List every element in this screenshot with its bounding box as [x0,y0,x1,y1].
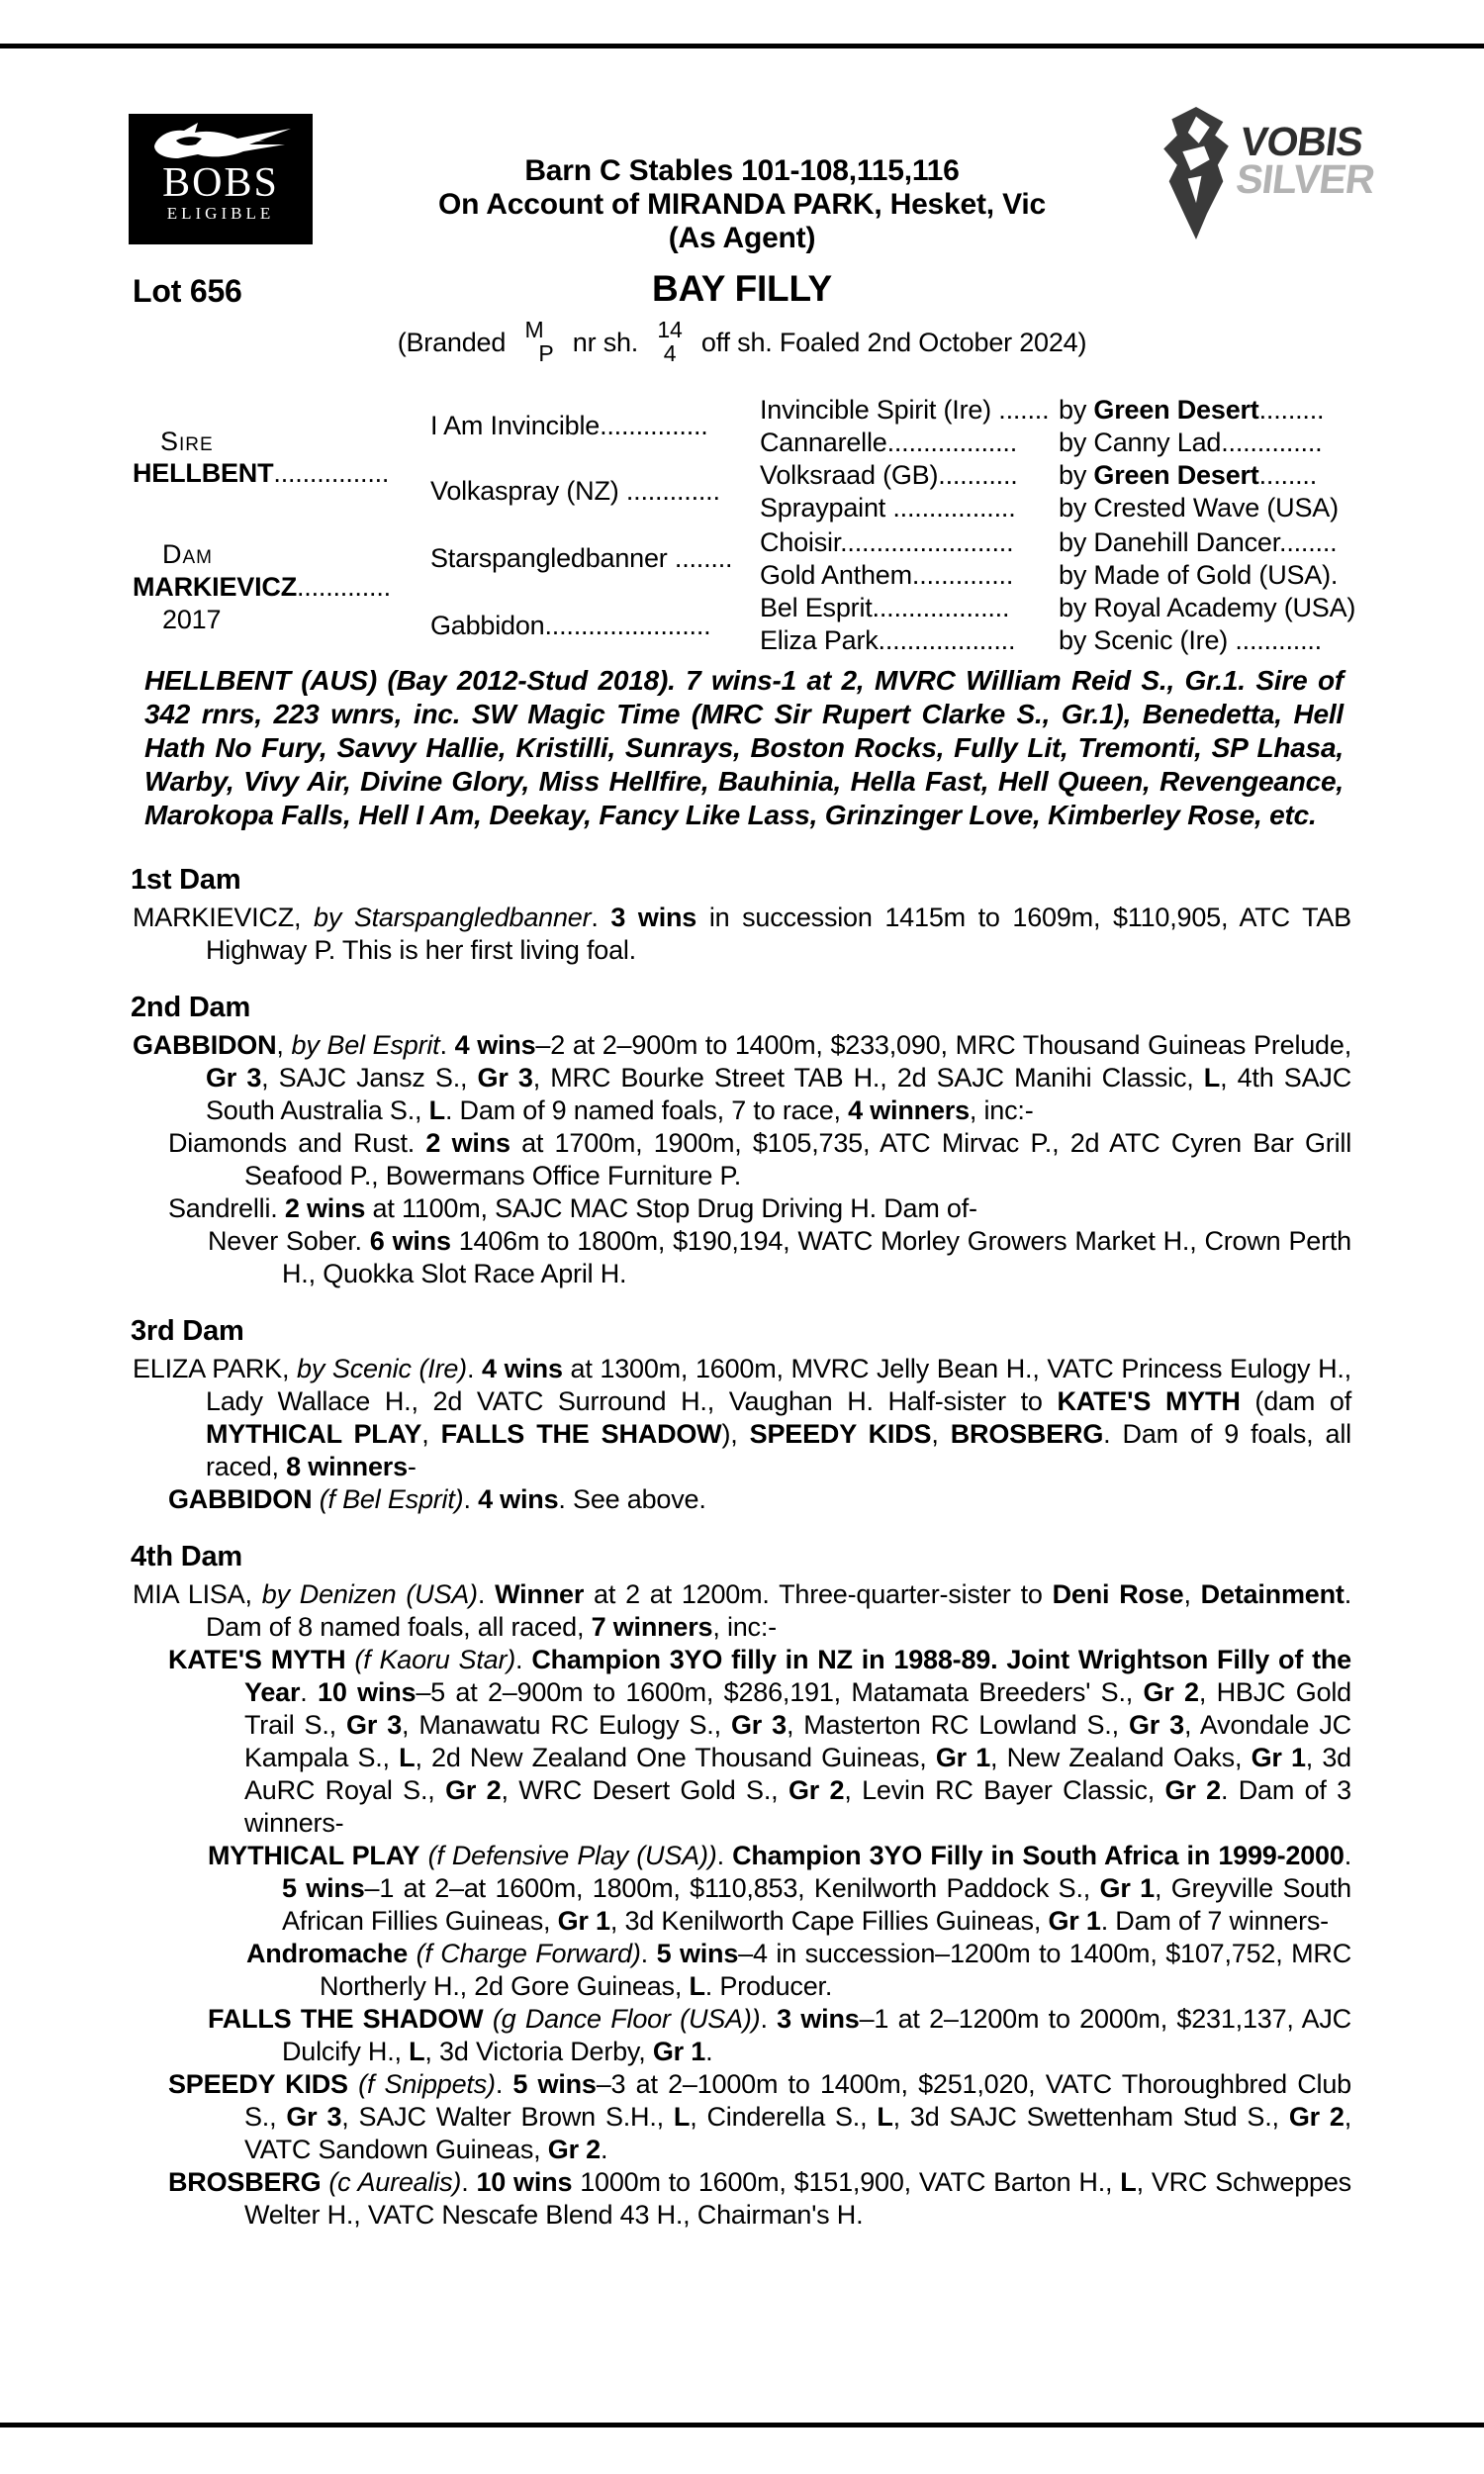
pedigree-entry: FALLS THE SHADOW (g Dance Floor (USA)). 3 wins–1 at 2–1200m to 2000m, $231,137, AJC Dulcify H., L, 3d Victoria Derby, Gr 1. [208,2004,1351,2066]
nearside-brand-bottom: P [538,340,554,366]
offside-brand-number [657,318,682,365]
brand-line [0,317,1484,368]
pedigree-entry: MIA LISA, by Denizen (USA). Winner at 2 at 1200m. Three-quarter-sister to Deni Rose, Detainment. Dam of 8 named foals, all raced, 7 winners, inc:- [133,1579,1351,1642]
gen3-name-2: Cannarelle.................. [760,428,1018,457]
bottom-rule [0,2423,1484,2427]
gen3-name-6: Gold Anthem.............. [760,560,1014,590]
pedigree-entry: KATE'S MYTH (f Kaoru Star). Champion 3YO filly in NZ in 1988-89. Joint Wrightson Filly of the Year. 10 wins–5 at 2–900m to 1600m, $286,191, Matamata Breeders' S., Gr 2, HBJC Gold Trail S., Gr 3, Manawatu RC Eulogy S., Gr 3, Masterton RC Lowland S., Gr 3, Avondale JC Kampala S., L, 2d New Zealand One Thousand Guineas, Gr 1, New Zealand Oaks, Gr 1, 3d AuRC Royal S., Gr 2, WRC Desert Gold S., Gr 2, Levin RC Bayer Classic, Gr 2. Dam of 3 winners- [168,1645,1352,1838]
account-line: On Account of MIRANDA PARK, Hesket, Vic [438,188,1046,221]
brand-suffix: off sh. Foaled 2nd October 2024) [700,328,1087,358]
dam-heading-2: 2nd Dam [131,992,251,1023]
granddam-dam-side: Gabbidon....................... [430,611,711,640]
pedigree-entry: GABBIDON (f Bel Esprit). 4 wins. See above. [168,1484,706,1514]
gen3-by-8: by Scenic (Ire) ............ [1059,625,1322,655]
vobis-horse-icon [1156,105,1237,241]
offside-number-bottom: 4 [663,340,677,366]
pedigree-entry: ELIZA PARK, by Scenic (Ire). 4 wins at 1300m, 1600m, MVRC Jelly Bean H., VATC Princess Eulogy H., Lady Wallace H., 2d VATC Surround H., Vaughan H. Half-sister to KATE'S MYTH (dam of MYTHICAL PLAY, FALLS THE SHADOW), SPEEDY KIDS, BROSBERG. Dam of 9 foals, all raced, 8 winners- [133,1354,1351,1481]
bobs-logo [129,114,313,244]
gen3-by-2: by Canny Lad.............. [1059,428,1323,457]
pedigree-entry: GABBIDON, by Bel Esprit. 4 wins–2 at 2–900m to 1400m, $233,090, MRC Thousand Guineas Prelude, Gr 3, SAJC Jansz S., Gr 3, MRC Bourke Street TAB H., 2d SAJC Manihi Classic, L, 4th SAJC South Australia S., L. Dam of 9 named foals, 7 to race, 4 winners, inc:- [133,1030,1351,1125]
dam-label: Dam [162,539,213,569]
gen3-by-6: by Made of Gold (USA). [1059,560,1339,590]
gen3-by-4: by Crested Wave (USA) [1059,493,1339,523]
vobis-subtitle: SILVER [1233,156,1377,202]
sire-summary: HELLBENT (AUS) (Bay 2012-Stud 2018). 7 wins-1 at 2, MVRC William Reid S., Gr.1. Sire of 342 rnrs, 223 wnrs, inc. SW Magic Time (MRC Sir Rupert Clarke S., Gr.1), Benedetta, Hell Hath No Fury, Savvy Hallie, Kristilli, Sunrays, Boston Rocks, Fully Lit, Tremonti, SP Lhasa, Warby, Vivy Air, Divine Glory, Miss Hellfire, Bauhinia, Hella Fast, Hell Queen, Revengeance, Marokopa Falls, Hell I Am, Deekay, Fancy Like Lass, Grinzinger Love, Kimberley Rose, etc. [144,665,1344,830]
pedigree-entry: BROSBERG (c Aurealis). 10 wins 1000m to 1600m, $151,900, VATC Barton H., L, VRC Schweppes Welter H., VATC Nescafe Blend 43 H., Chairman's H. [168,2167,1351,2230]
dam-heading-1: 1st Dam [131,864,241,896]
gen3-name-7: Bel Esprit................... [760,593,1010,622]
grandsire: I Am Invincible............... [430,411,708,440]
gen3-name-5: Choisir........................ [760,527,1014,557]
brand-mid: nr sh. [572,328,639,358]
gen3-name-8: Eliza Park................... [760,625,1016,655]
top-rule [0,44,1484,48]
gen3-by-5: by Danehill Dancer........ [1059,527,1338,557]
damsire: Starspangledbanner ........ [430,543,733,573]
sire-label: Sire [160,427,214,456]
dam-sections [133,863,1351,2232]
pedigree-entry: SPEEDY KIDS (f Snippets). 5 wins–3 at 2–1000m to 1400m, $251,020, VATC Thoroughbred Club S., Gr 3, SAJC Walter Brown S.H., L, Cinderella S., L, 3d SAJC Swettenham Stud S., Gr 2, VATC Sandown Guineas, Gr 2. [168,2069,1352,2164]
brand-prefix: (Branded [397,328,507,358]
pedigree-entry: MARKIEVICZ, by Starspangledbanner. 3 wins in succession 1415m to 1609m, $110,905, ATC TAB Highway P. This is her first living foal. [133,903,1351,965]
gen3-by-3: by Green Desert........ [1059,460,1318,490]
vobis-text [1233,119,1380,202]
gen3-name-4: Spraypaint ................. [760,493,1016,523]
offside-number-top: 14 [657,317,683,342]
dam-year: 2017 [162,605,222,634]
pedigree-entry: Sandrelli. 2 wins at 1100m, SAJC MAC Stop Drug Driving H. Dam of- [168,1193,977,1223]
gen3-name-3: Volksraad (GB)........... [760,460,1018,490]
pedigree-entry: Andromache (f Charge Forward). 5 wins–4 in succession–1200m to 1400m, $107,752, MRC Northerly H., 2d Gore Guineas, L. Producer. [246,1939,1352,2001]
bobs-subtitle: ELIGIBLE [166,204,275,223]
agent-line: (As Agent) [668,222,816,254]
page-title: BAY FILLY [652,268,832,309]
nearside-brand-top: M [524,317,544,342]
vobis-title: VOBIS [1238,119,1365,164]
lot-number: Lot 656 [133,273,242,309]
barn-line: Barn C Stables 101-108,115,116 [524,154,960,187]
sire-name: HELLBENT................ [133,458,390,488]
consignor-header [297,154,1187,255]
gen3-name-1: Invincible Spirit (Ire) ....... [760,395,1050,425]
pedigree-entry: Never Sober. 6 wins 1406m to 1800m, $190,194, WATC Morley Growers Market H., Crown Perth H., Quokka Slot Race April H. [208,1226,1351,1288]
bobs-title: BOBS [162,160,279,206]
pedigree-entry: Diamonds and Rust. 2 wins at 1700m, 1900m, $105,735, ATC Mirvac P., 2d ATC Cyren Bar Grill Seafood P., Bowermans Office Furniture P. [168,1128,1351,1190]
gen3-by-1: by Green Desert......... [1059,395,1325,425]
dam-heading-4: 4th Dam [131,1541,243,1572]
pedigree-entry: MYTHICAL PLAY (f Defensive Play (USA)). Champion 3YO Filly in South Africa in 1999-2000. 5 wins–1 at 2–at 1600m, 1800m, $110,853, Kenilworth Paddock S., Gr 1, Greyville South African Fillies Guineas, Gr 1, 3d Kenilworth Cape Fillies Guineas, Gr 1. Dam of 7 winners- [208,1841,1351,1936]
gen3-by-7: by Royal Academy (USA) [1059,593,1356,622]
pedigree-table [133,386,1364,663]
nearside-brand [525,318,554,365]
dam-name: MARKIEVICZ............. [133,572,391,602]
bobs-horse-icon [146,121,295,162]
vobis-silver-logo [1156,105,1377,245]
dam-heading-3: 3rd Dam [131,1315,244,1347]
granddam-sire-side: Volkaspray (NZ) ............. [430,476,720,506]
